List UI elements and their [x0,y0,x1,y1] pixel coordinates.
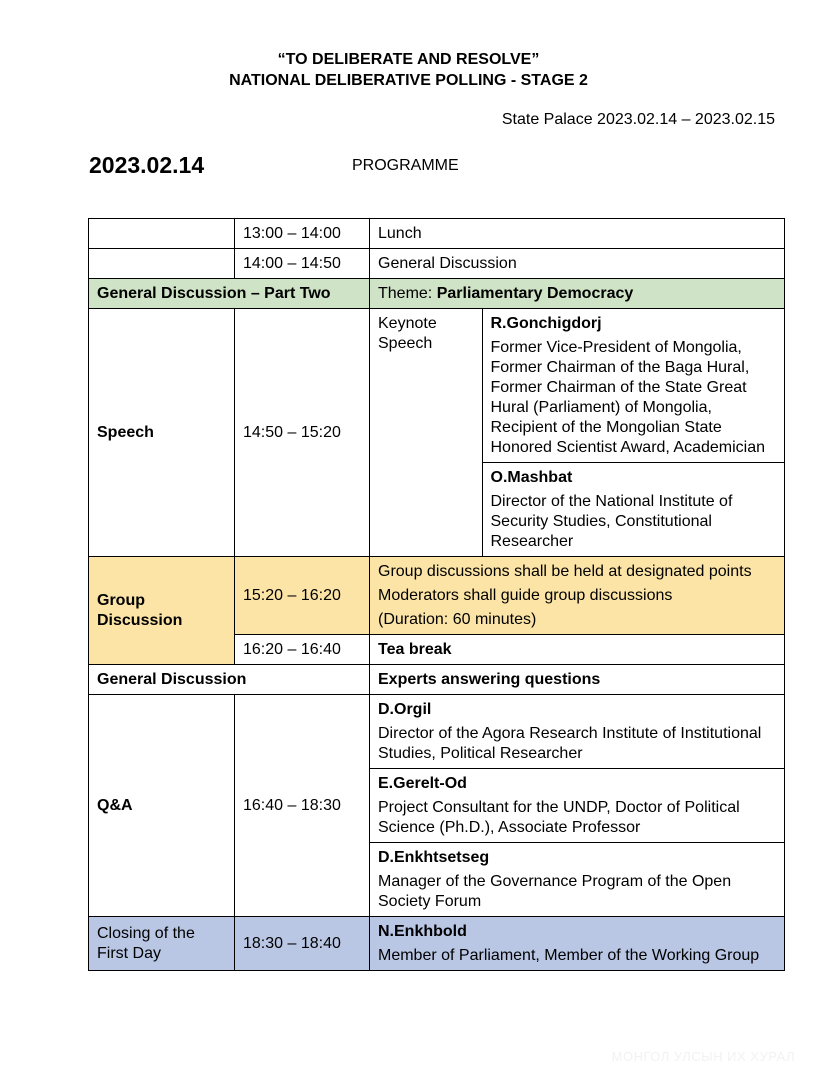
activity-cell: General Discussion [370,249,785,279]
time-cell: 14:50 – 15:20 [235,309,370,557]
expert-block [370,769,784,843]
time-cell: 15:20 – 16:20 [235,557,370,635]
expert-block [370,843,784,917]
expert-description: Director of the Agora Research Institute of Institutional Studies, Political Researcher [378,725,762,762]
table-row-general-discussion [89,249,785,279]
time-cell: 16:40 – 18:30 [235,695,370,917]
table-row-qa [89,695,785,917]
document-title [0,49,817,91]
schedule-table [88,218,785,971]
session-label: Q&A [89,695,235,917]
programme-label: PROGRAMME [352,157,459,174]
time-cell: 18:30 – 18:40 [235,917,370,971]
title-line-2: NATIONAL DELIBERATIVE POLLING - STAGE 2 [229,72,588,89]
speaker-name: O.Mashbat [490,469,573,486]
title-line-1: “TO DELIBERATE AND RESOLVE” [277,51,540,68]
activity-cell [370,557,785,635]
theme-value: Parliamentary Democracy [436,285,634,302]
expert-name: D.Orgil [378,701,432,718]
session-label: Speech [89,309,235,557]
group-line-1: Group discussions shall be held at designated points [378,563,752,580]
qa-detail [370,695,785,917]
session-label: General Discussion – Part Two [89,279,370,309]
theme-cell [370,279,785,309]
closing-name: N.Enkhbold [378,923,467,940]
group-line-2: Moderators shall guide group discussions [378,587,673,604]
activity-cell: Tea break [370,635,785,665]
speaker-block [482,463,784,557]
time-cell: 14:00 – 14:50 [235,249,370,279]
table-row-group-discussion [89,557,785,635]
expert-name: E.Gerelt-Od [378,775,467,792]
speaker-description: Former Vice-President of Mongolia, Former Chairman of the Baga Hural, Former Chairman of the State Great Hural (Parliament) of Mongolia, Recipient of the Mongolian State Honored Scientist Award, Academician [490,339,766,456]
speech-detail [370,309,785,557]
activity-cell: Lunch [370,219,785,249]
session-label: Group Discussion [89,557,235,665]
theme-prefix: Theme: [378,285,433,302]
table-row-speech [89,309,785,557]
keynote-label: Keynote Speech [370,309,482,556]
activity-cell: Experts answering questions [370,665,785,695]
group-line-3: (Duration: 60 minutes) [378,611,537,628]
speaker-name: R.Gonchigdorj [490,315,602,332]
table-row-part-two [89,279,785,309]
speaker-block [482,309,784,463]
table-row-lunch [89,219,785,249]
expert-description: Project Consultant for the UNDP, Doctor of Political Science (Ph.D.), Associate Professor [378,799,740,836]
venue-dates: State Palace 2023.02.14 – 2023.02.15 [501,111,775,128]
expert-description: Manager of the Governance Program of the Open Society Forum [378,873,732,910]
speaker-description: Director of the National Institute of Security Studies, Constitutional Researcher [490,493,733,550]
watermark: МОНГОЛ УЛСЫН ИХ ХУРАЛ [611,1049,795,1064]
time-cell: 16:20 – 16:40 [235,635,370,665]
expert-name: D.Enkhtsetseg [378,849,490,866]
session-label: General Discussion [89,665,370,695]
table-row-closing [89,917,785,971]
closing-description: Member of Parliament, Member of the Working Group [378,947,760,964]
time-cell: 13:00 – 14:00 [235,219,370,249]
expert-block [370,695,784,769]
session-label: Closing of the First Day [89,917,235,971]
table-row-general-discussion-2 [89,665,785,695]
closing-detail [370,917,785,971]
day-date: 2023.02.14 [89,152,205,178]
